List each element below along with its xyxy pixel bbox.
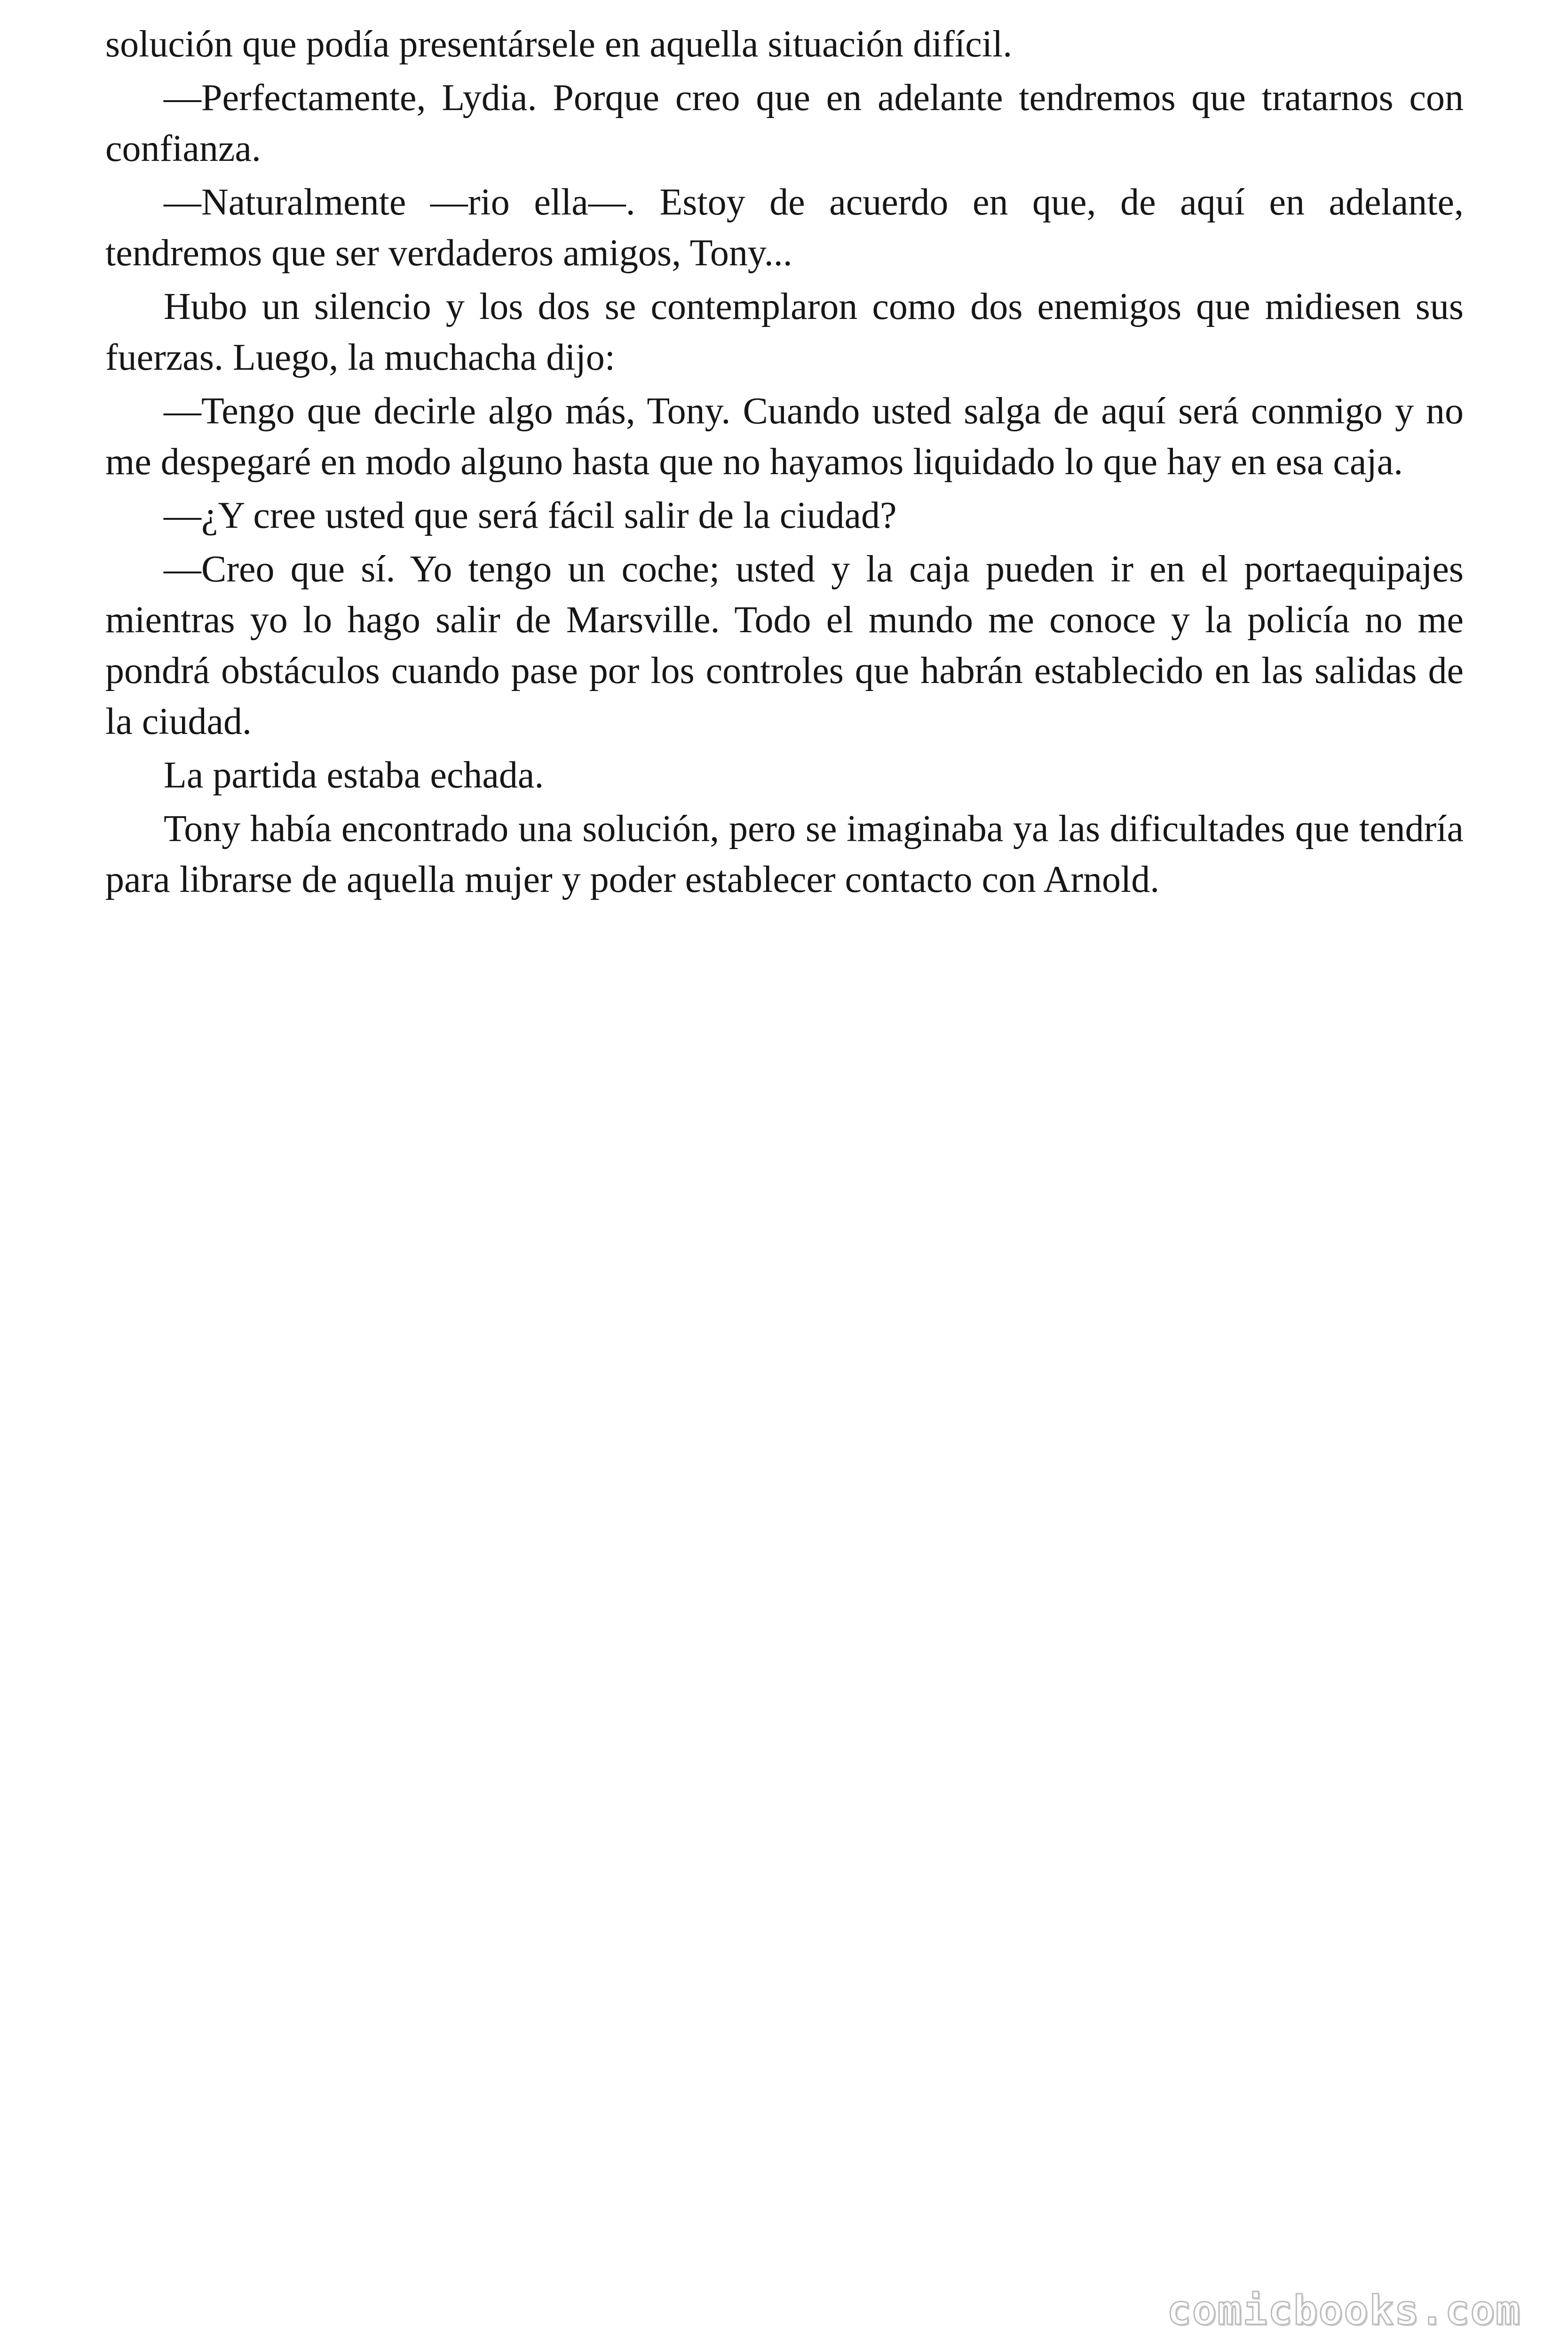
paragraph: —Perfectamente, Lydia. Porque creo que en adelante tendremos que tratarnos con confianza. (105, 77, 1464, 169)
paragraph: solución que podía presentársele en aquella situación difícil. (105, 24, 1013, 65)
paragraph: —Creo que sí. Yo tengo un coche; usted y la caja pueden ir en el portaequipajes mientras yo lo hago salir de Marsville. Todo el mundo me conoce y la policía no me pondrá obstáculos cuando pase por los controles que habrán establecido en las salidas de la ciudad. (105, 548, 1464, 742)
paragraph: La partida estaba echada. (164, 755, 544, 796)
paragraph: Hubo un silencio y los dos se contemplaron como dos enemigos que midiesen sus fuerzas. Luego, la muchacha dijo: (105, 286, 1464, 378)
paragraph: —¿Y cree usted que será fácil salir de la ciudad? (164, 495, 897, 536)
page-body (105, 19, 1464, 908)
watermark: comicbooks.com (1167, 2287, 1521, 2334)
paragraph: —Naturalmente —rio ella—. Estoy de acuerdo en que, de aquí en adelante, tendremos que ser verdaderos amigos, Tony... (105, 182, 1464, 274)
paragraph: Tony había encontrado una solución, pero se imaginaba ya las dificultades que tendría para librarse de aquella mujer y poder establecer contacto con Arnold. (105, 808, 1464, 900)
paragraph: —Tengo que decirle algo más, Tony. Cuando usted salga de aquí será conmigo y no me despegaré en modo alguno hasta que no hayamos liquidado lo que hay en esa caja. (105, 390, 1464, 483)
